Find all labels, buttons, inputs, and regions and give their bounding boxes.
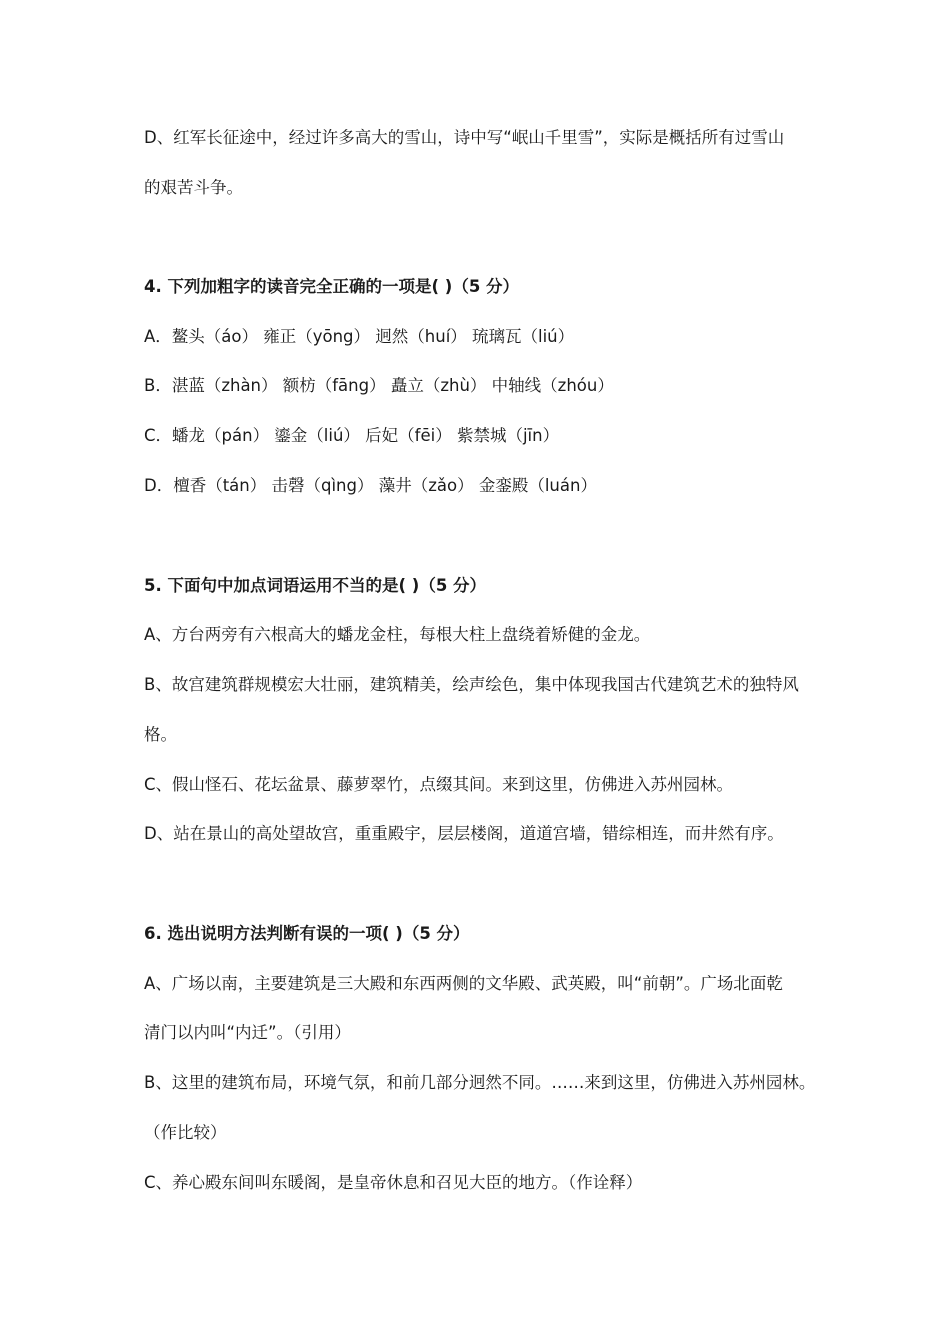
q6-option-b-line1: B、这里的建筑布局，环境气氛，和前几部分迥然不同。……来到这里，仿佛进入苏州园林。 — [144, 1073, 816, 1092]
q3-option-d-line2: 的艰苦斗争。 — [144, 178, 243, 197]
q6-option-a-line2: 清门以内叫“内迁”。（引用） — [144, 1023, 351, 1042]
q5-option-a: A、方台两旁有六根高大的蟠龙金柱，每根大柱上盘绕着矫健的金龙。 — [144, 625, 651, 644]
q3-option-d-line1: D、红军长征途中，经过许多高大的雪山，诗中写“岷山千里雪”，实际是概括所有过雪山 — [144, 128, 785, 147]
q6-option-b-line2: （作比较） — [144, 1123, 227, 1142]
q5-option-b-line1: B、故宫建筑群规模宏大壮丽，建筑精美，绘声绘色，集中体现我国古代建筑艺术的独特风 — [144, 675, 799, 694]
q4-option-b: B．湛蓝（zhàn） 额枋（fāng） 矗立（zhù） 中轴线（zhóu） — [144, 376, 614, 395]
q4-option-d: D．檀香（tán） 击磬（qìng） 藻井（zǎo） 金銮殿（luán） — [144, 476, 597, 495]
question-5-title: 5. 下面句中加点词语运用不当的是( )（5 分） — [144, 576, 487, 595]
question-4-title: 4. 下列加粗字的读音完全正确的一项是( )（5 分） — [144, 277, 520, 296]
q5-option-d: D、站在景山的高处望故宫，重重殿宇，层层楼阁，道道宫墙，错综相连，而井然有序。 — [144, 824, 784, 843]
q6-option-c: C、养心殿东间叫东暖阁，是皇帝休息和召见大臣的地方。（作诠释） — [144, 1173, 643, 1192]
q4-option-c: C．蟠龙（pán） 鎏金（liú） 后妃（fēi） 紫禁城（jīn） — [144, 426, 560, 445]
q4-option-a: A．鳌头（áo） 雍正（yōng） 迥然（huí） 琉璃瓦（liú） — [144, 327, 575, 346]
q5-option-b-line2: 格。 — [144, 725, 177, 744]
question-6-title: 6. 选出说明方法判断有误的一项( )（5 分） — [144, 924, 470, 943]
q6-option-a-line1: A、广场以南，主要建筑是三大殿和东西两侧的文华殿、武英殿，叫“前朝”。广场北面乾 — [144, 974, 783, 993]
q5-option-c: C、假山怪石、花坛盆景、藤萝翠竹，点缀其间。来到这里，仿佛进入苏州园林。 — [144, 775, 734, 794]
